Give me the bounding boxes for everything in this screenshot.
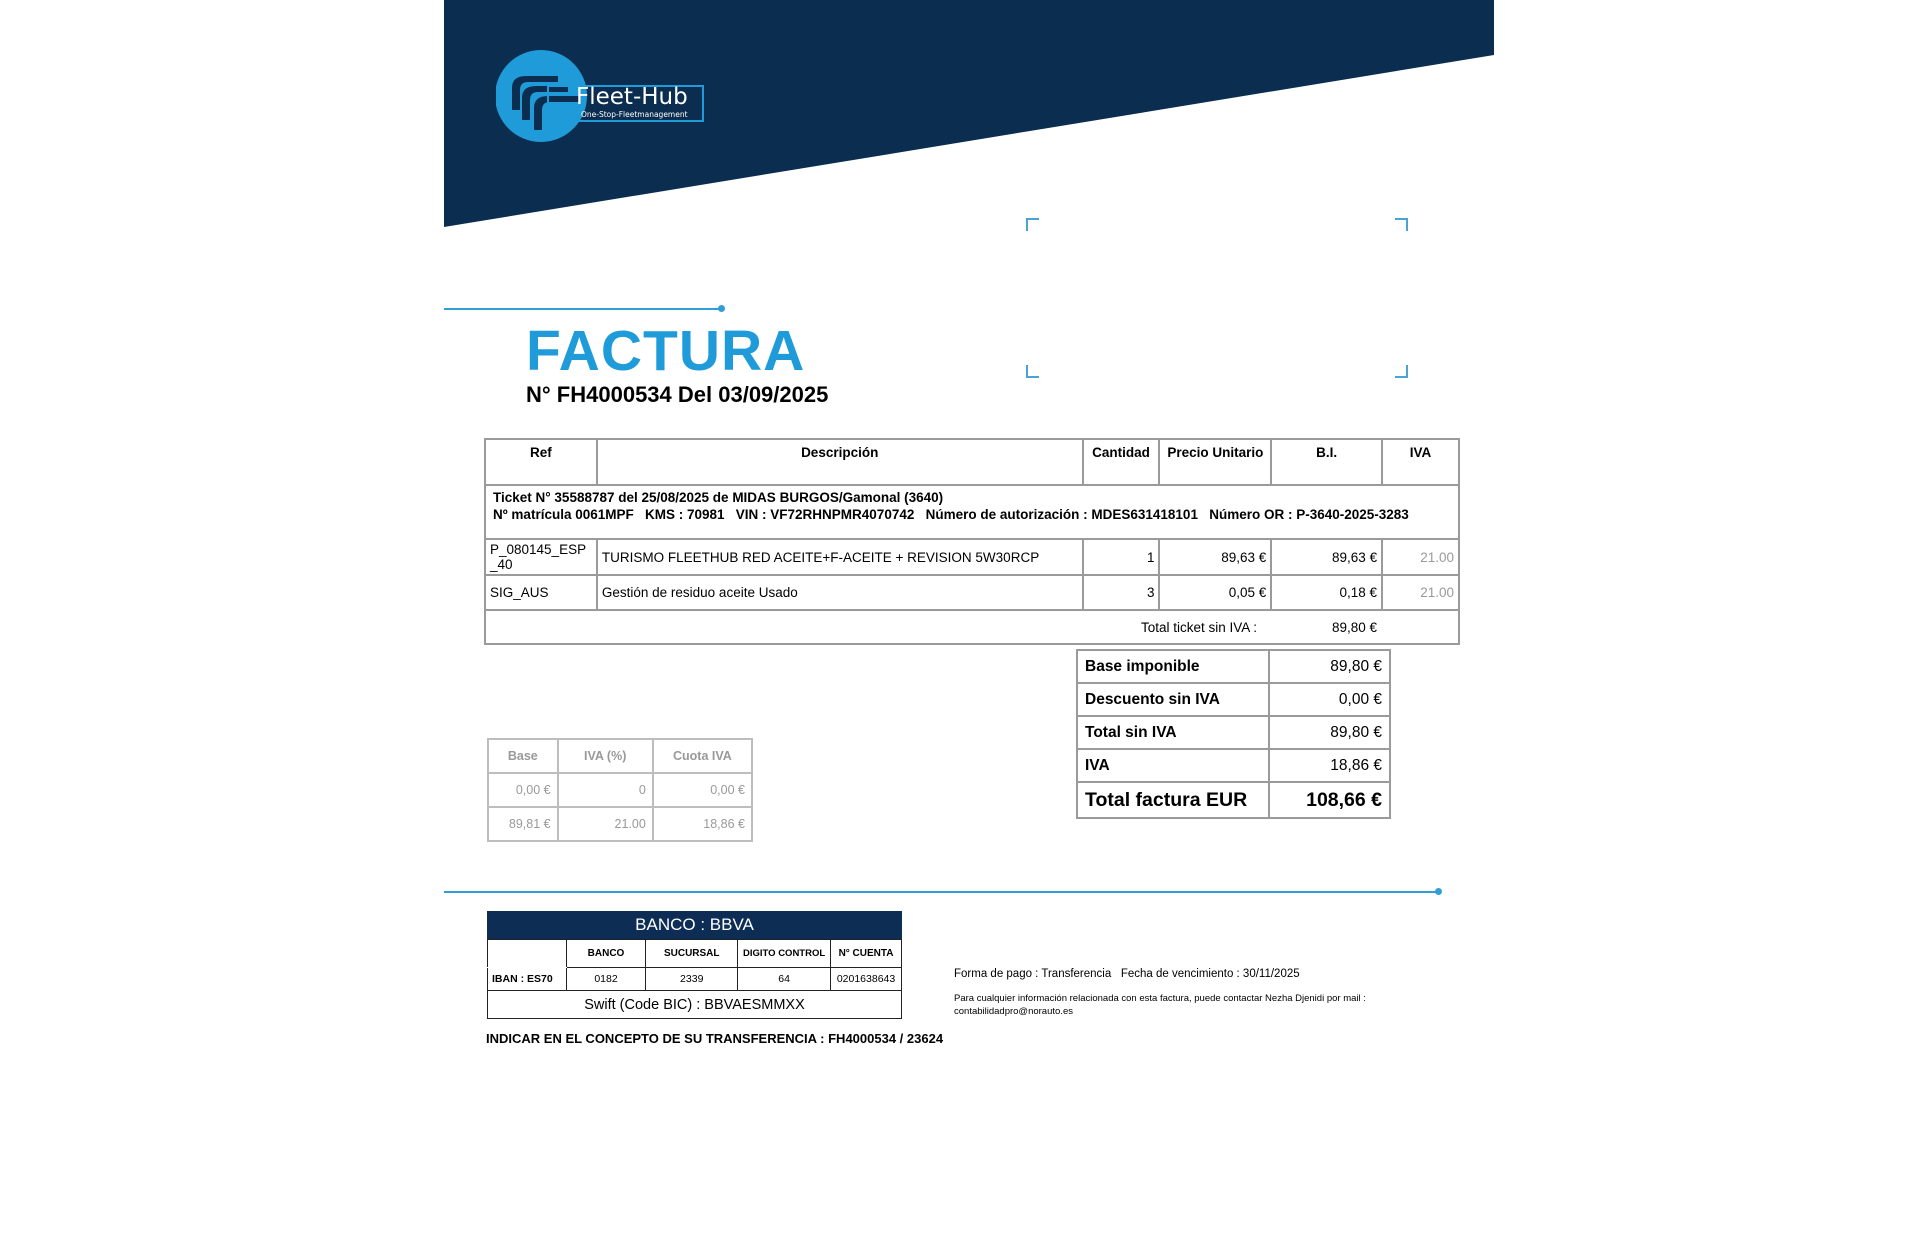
vat-header-row [488,739,752,773]
iban-label: IBAN : ES70 [488,968,567,991]
column-header: Descripción [597,439,1083,485]
vat-rate: 21.00 [558,807,653,841]
control-digit: 64 [738,968,831,991]
item-ref: SIG_AUS [485,575,597,610]
address-frame-corner [1395,365,1408,378]
swift-code: Swift (Code BIC) : BBVAESMMXX [488,991,902,1019]
invoice-page [444,0,1494,1260]
items-header-row [485,439,1459,485]
column-header: Cuota IVA [653,739,752,773]
contact-text: Para cualquier información relacionada con esta factura, puede contactar Nezha Djenidi por mail : [954,993,1366,1004]
ticket-info-row [485,485,1459,539]
address-frame-corner [1026,218,1039,231]
ticket-total-row [485,610,1459,644]
totals-row [1077,650,1390,683]
grand-total-row [1077,782,1390,818]
brand-name: Fleet-Hub [576,84,688,110]
item-unit-price: 89,63 € [1159,539,1271,575]
item-unit-price: 0,05 € [1159,575,1271,610]
bank-header-row [488,940,902,968]
column-header: Precio Unitario [1159,439,1271,485]
bank-values-row [488,968,902,991]
vat-amount: 18,86 € [653,807,752,841]
ticket-total-label: Total ticket sin IVA : [1141,620,1258,635]
vat-breakdown-table [487,738,753,842]
title-rule-dot [718,305,725,312]
transfer-reference-note: INDICAR EN EL CONCEPTO DE SU TRANSFERENCIA : FH4000534 / 23624 [486,1031,944,1046]
vat-amount: 0,00 € [653,773,752,807]
table-row [485,539,1459,575]
totals-label: Descuento sin IVA [1077,683,1269,716]
footer-rule-dot [1435,888,1442,895]
address-frame-corner [1395,218,1408,231]
totals-row [1077,749,1390,782]
column-header: SUCURSAL [646,940,738,968]
account-number: 0201638643 [831,968,902,991]
item-quantity: 1 [1083,539,1160,575]
grand-total-label: Total factura EUR [1077,782,1269,818]
swift-row [488,991,902,1019]
column-header: Cantidad [1083,439,1160,485]
totals-row [1077,683,1390,716]
table-row [488,807,752,841]
item-taxable-base: 89,63 € [1271,539,1382,575]
totals-value: 89,80 € [1269,650,1390,683]
item-vat-rate: 21.00 [1382,539,1459,575]
invoice-number: N° FH4000534 Del 03/09/2025 [526,382,829,407]
bank-title: BANCO : BBVA [487,911,902,939]
document-title: FACTURA [526,319,806,383]
column-header: BANCO [566,940,646,968]
totals-value: 89,80 € [1269,716,1390,749]
ticket-info [485,485,1459,539]
totals-label: IVA [1077,749,1269,782]
ticket-line: Ticket N° 35588787 del 25/08/2025 de MIDAS BURGOS/Gamonal (3640) [493,490,944,505]
item-taxable-base: 0,18 € [1271,575,1382,610]
brand-tagline: One-Stop-Fleetmanagement [581,110,688,119]
bank-code: 0182 [566,968,646,991]
totals-label: Total sin IVA [1077,716,1269,749]
column-header [488,940,567,968]
totals-table [1076,649,1391,819]
column-header: IVA [1382,439,1459,485]
column-header: B.I. [1271,439,1382,485]
ticket-total [485,610,1459,644]
item-description: TURISMO FLEETHUB RED ACEITE+F-ACEITE + REVISION 5W30RCP [597,539,1083,575]
column-header: Base [488,739,558,773]
column-header: N° CUENTA [831,940,902,968]
ticket-details: Nº matrícula 0061MPF KMS : 70981 VIN : VF72RHNPMR4070742 Número de autorización : MDES631418101 Número OR : P-3640-2025-3283 [493,507,1409,522]
contact-info [954,992,1454,1018]
address-frame-corner [1026,365,1039,378]
contact-email: contabilidadpro@norauto.es [954,1006,1073,1017]
bank-account-table [487,939,902,1019]
totals-row [1077,716,1390,749]
payment-terms: Forma de pago : Transferencia Fecha de vencimiento : 30/11/2025 [954,968,1300,980]
branch-code: 2339 [646,968,738,991]
item-vat-rate: 21.00 [1382,575,1459,610]
column-header: Ref [485,439,597,485]
column-header: IVA (%) [558,739,653,773]
bank-details [487,911,902,1019]
title-rule [444,308,722,310]
items-table [484,438,1460,645]
vat-base: 0,00 € [488,773,558,807]
item-ref: P_080145_ESP_40 [485,539,597,575]
totals-value: 0,00 € [1269,683,1390,716]
ticket-total-value: 89,80 € [1332,620,1378,635]
item-quantity: 3 [1083,575,1160,610]
vat-base: 89,81 € [488,807,558,841]
item-description: Gestión de residuo aceite Usado [597,575,1083,610]
table-row [488,773,752,807]
table-row [485,575,1459,610]
vat-rate: 0 [558,773,653,807]
grand-total-value: 108,66 € [1269,782,1390,818]
footer-rule [444,891,1439,893]
totals-value: 18,86 € [1269,749,1390,782]
column-header: DIGITO CONTROL [738,940,831,968]
totals-label: Base imponible [1077,650,1269,683]
